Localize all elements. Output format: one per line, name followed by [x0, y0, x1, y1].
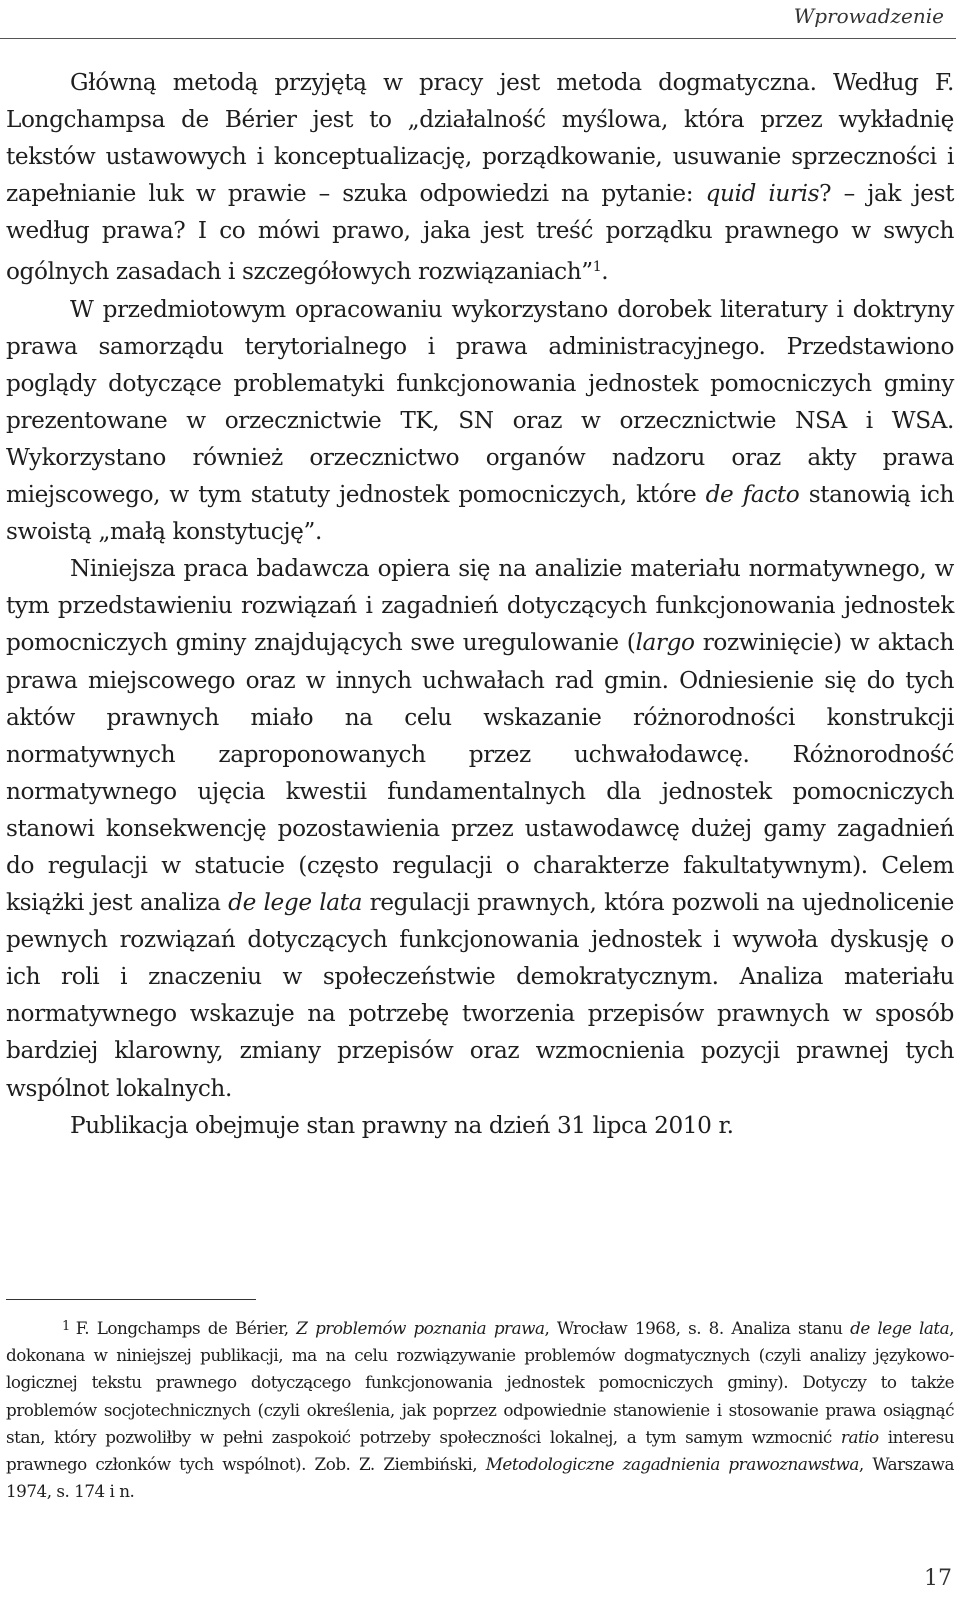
footnote-reference[interactable]: 1: [592, 259, 602, 276]
paragraph-legal-status: [6, 1107, 954, 1144]
italic-term: de facto: [705, 481, 800, 509]
text-run: rozwinięcie) w aktach prawa miejscowego oraz w innych uchwałach rad gmin. Odniesienie się do tych aktów prawnych miało na celu wskazanie różnorodności konstrukcji normatywnych zaproponowanych przez uchwałodawcę. Różnorodność normatywnego ujęcia kwestii fundamentalnych dla jednostek pomocniczych stanowi konsekwencję pozostawienia przez ustawodawcę dużej gamy zagadnień do regulacji w statucie (często regulacji o charakterze fakultatywnym). Celem książki jest analiza: [6, 629, 954, 917]
italic-title: Metodologiczne zagadnienia prawoznawstwa: [485, 1454, 859, 1475]
text-run: regulacji prawnych, która pozwoli na ujednolicenie pewnych rozwiązań dotyczących funkcjonowania jednostek i wywoła dyskusję o ich roli i znaczeniu w społeczeństwie demokratycznym. Analiza materiału normatywnego wskazuje na potrzebę tworzenia przepisów prawnych w sposób bardziej klarowny, zmiany przepisów oraz wzmocnienia pozycji prawnej tych wspólnot lokalnych.: [6, 889, 954, 1102]
italic-term: de lege lata: [228, 889, 363, 917]
footnote-number: 1: [62, 1319, 70, 1334]
italic-term: quid iuris: [705, 180, 820, 208]
footnote-1: [6, 1313, 954, 1505]
paragraph-sources: [6, 291, 954, 551]
page-number: 17: [924, 1566, 952, 1591]
text-run: stanowią ich swoistą „małą konstytucję”.: [6, 481, 954, 546]
text-run: W przedmiotowym opracowaniu wykorzystano dorobek literatury i doktryny prawa samorządu terytorialnego i prawa administracyjnego. Przedstawiono poglądy dotyczące problematyki funkcjonowania jednostek pomocniczych gminy prezentowane w orzecznictwie TK, SN oraz w orzecznictwie NSA i WSA. Wykorzystano również orzecznictwo organów nadzoru oraz akty prawa miejscowego, w tym statuty jednostek pomocniczych, które: [6, 295, 954, 509]
paragraph-method: [6, 64, 954, 291]
text-run: , Wrocław 1968, s. 8. Analiza stanu: [544, 1318, 851, 1338]
running-title: Wprowadzenie: [793, 4, 944, 28]
text-run: .: [601, 258, 609, 286]
text-run: Główną metodą przyjętą w pracy jest metoda dogmatyczna. Według F. Longchampsa de Bérier jest to „działalność myślowa, która przez wykładnię tekstów ustawowych i konceptualizację, porządkowanie, usuwanie sprzeczności i zapełnianie luk w prawie – szuka odpowiedzi na pytanie:: [6, 69, 954, 208]
text-run: Publikacja obejmuje stan prawny na dzień 31 lipca 2010 r.: [70, 1111, 734, 1139]
text-run: , Warszawa 1974, s. 174 i n.: [6, 1454, 955, 1502]
text-run: interesu prawnego członków tych wspólnot). Zob. Z. Ziembiński,: [6, 1426, 954, 1475]
footnote: [6, 1313, 954, 1505]
text-run: Niniejsza praca badawcza opiera się na analizie materiału normatywnego, w tym przedstawieniu rozwiązań i zagadnień dotyczących funkcjonowania jednostek pomocniczych gminy znajdujących swe uregulowanie (: [6, 555, 954, 657]
text-run: F. Longchamps de Bérier,: [75, 1318, 297, 1338]
italic-term: de lege lata: [850, 1318, 950, 1338]
italic-term: ratio: [840, 1426, 879, 1447]
running-header: [0, 0, 956, 39]
italic-title: Z problemów poznania prawa: [296, 1318, 545, 1338]
footnote-separator: [6, 1299, 256, 1300]
main-text: [6, 64, 954, 1144]
italic-term: largo: [635, 629, 695, 657]
text-run: ? – jak jest według prawa? I co mówi prawo, jaka jest treść porządku prawnego w swych ogólnych zasadach i szczegółowych rozwiązaniach”: [6, 180, 955, 286]
paragraph-analysis: [6, 550, 954, 1106]
text-run: , dokonana w niniejszej publikacji, ma na celu rozwiązywanie problemów dogmatycznych (czyli analizy językowo-logicznej tekstu prawnego dotyczącego funkcjonowania jednostek pomocniczych gminy). Dotyczy to także problemów socjotechnicznych (czyli określenia, jak poprzez odpowiednie stanowienie i stosowanie prawa osiągnąć stan, który pozwoliłby w pełni zaspokoić potrzeby społeczności lokalnej, a tym samym wzmocnić: [6, 1318, 954, 1447]
